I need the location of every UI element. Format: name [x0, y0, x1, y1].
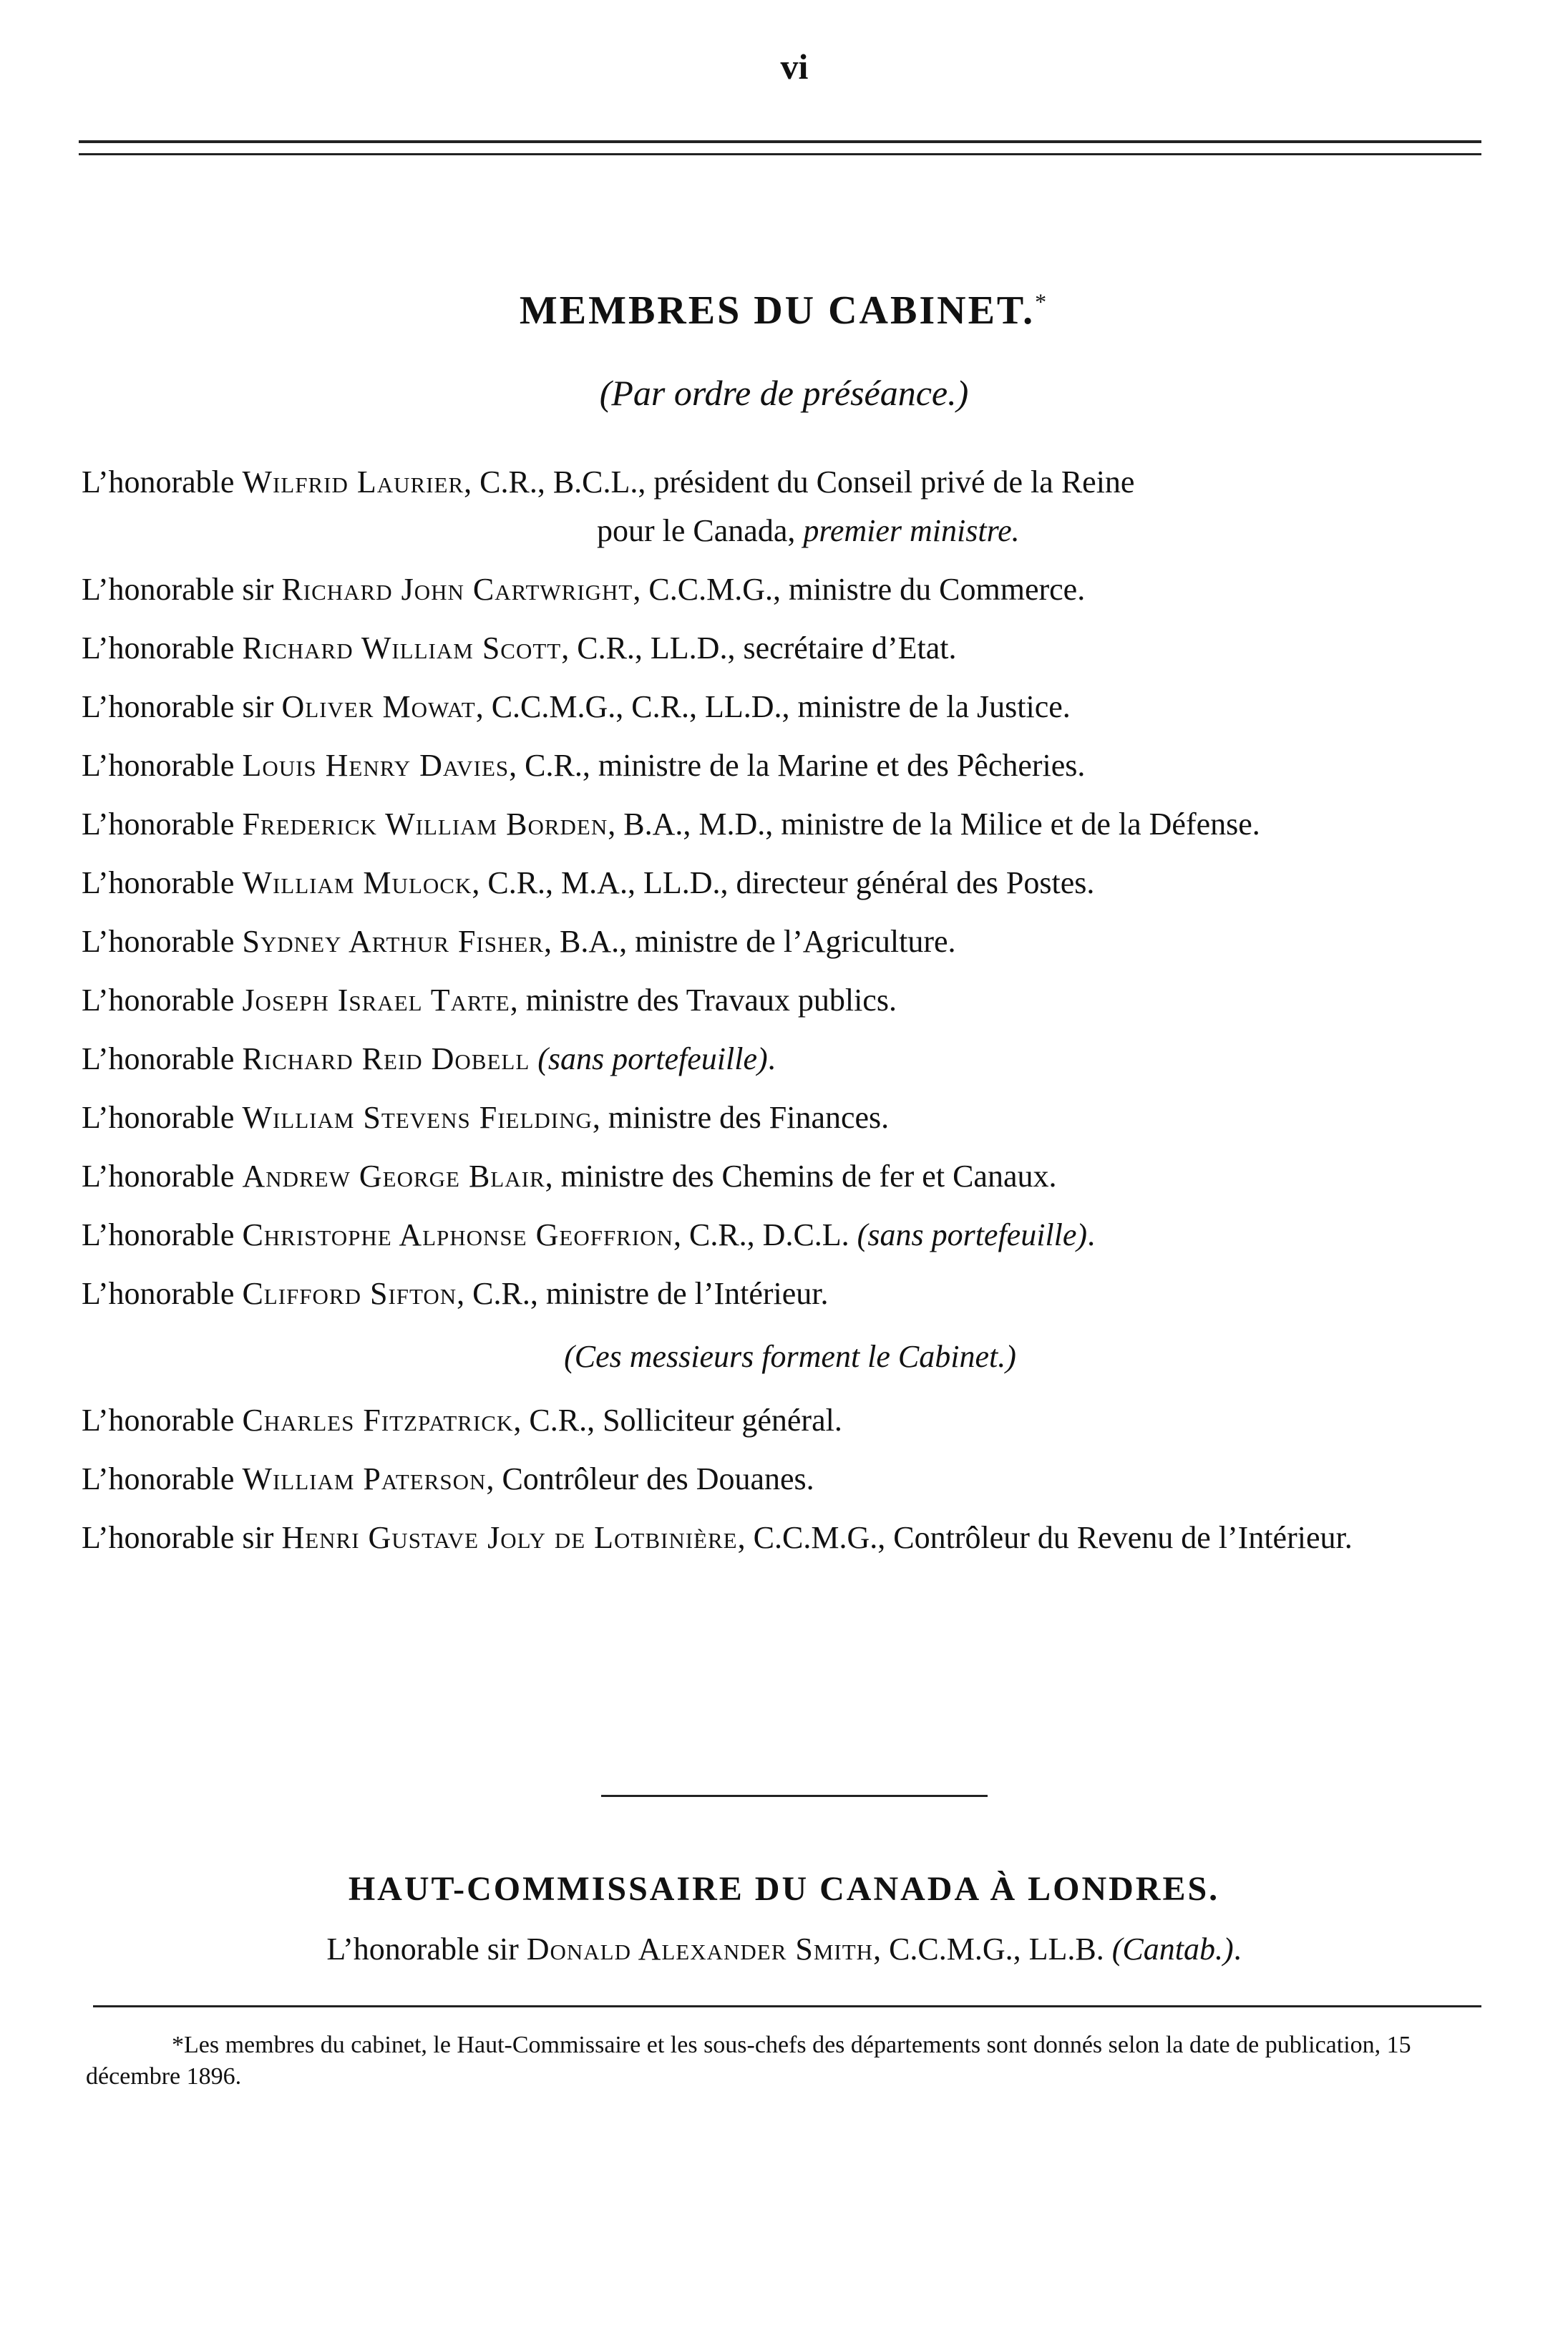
- entry-prefix: L’honorable sir: [82, 1520, 274, 1555]
- page-number: vi: [780, 47, 809, 87]
- member-details: , C.R., LL.D., secrétaire d’Etat.: [561, 630, 957, 666]
- members-list: [82, 458, 1499, 1572]
- member-details: , C.R., M.A., LL.D., directeur général des Postes.: [472, 865, 1095, 900]
- officer-entry: [82, 1396, 1499, 1445]
- member-name: Richard William Scott: [242, 630, 562, 666]
- member-details: , C.R., B.C.L., président du Conseil privé de la Reine: [464, 464, 1135, 500]
- entry-prefix: L’honorable: [82, 1100, 235, 1135]
- entry-prefix: L’honorable: [82, 1461, 235, 1496]
- footnote-text: *Les membres du cabinet, le Haut-Commissaire et les sous-chefs des départements sont donnés selon la date de publication, 15 décembre 1896.: [86, 2032, 1411, 2090]
- officer-entry: [82, 1514, 1499, 1562]
- member-name: Joseph Israel Tarte: [242, 983, 510, 1018]
- entry-prefix: L’honorable: [82, 1276, 235, 1311]
- entry-prefix: L’honorable: [82, 1403, 235, 1438]
- entry-prefix: L’honorable: [82, 1041, 235, 1076]
- officer-details: , Contrôleur des Douanes.: [486, 1461, 814, 1496]
- member-details: , C.C.M.G., C.R., LL.D., ministre de la Justice.: [475, 689, 1071, 724]
- member-name: Andrew George Blair: [242, 1159, 545, 1194]
- entry-continuation: [153, 507, 1499, 555]
- officer-name: Charles Fitzpatrick: [242, 1403, 514, 1438]
- high-commissioner-heading: HAUT-COMMISSAIRE DU CANADA À LONDRES.: [348, 1870, 1220, 1908]
- member-entry: [82, 1270, 1499, 1318]
- member-details: [530, 1041, 537, 1076]
- entry-prefix: L’honorable: [82, 924, 235, 959]
- member-entry: [82, 565, 1499, 614]
- cabinet-heading: [0, 288, 1568, 333]
- member-details: , C.R., ministre de l’Intérieur.: [457, 1276, 829, 1311]
- member-name: Richard John Cartwright: [281, 572, 633, 607]
- entry-prefix: L’honorable sir: [82, 572, 274, 607]
- member-details: , ministre des Chemins de fer et Canaux.: [545, 1159, 1057, 1194]
- high-commissioner-entry: [0, 1931, 1568, 1967]
- cabinet-group-note: (Ces messieurs forment le Cabinet.): [564, 1339, 1016, 1374]
- officer-entry: [82, 1455, 1499, 1504]
- member-entry: [82, 1211, 1499, 1260]
- member-entry: [82, 1094, 1499, 1142]
- member-entry: [82, 1152, 1499, 1201]
- member-details: , B.A., M.D., ministre de la Milice et de la Défense.: [608, 807, 1260, 842]
- member-name: Richard Reid Dobell: [242, 1041, 530, 1076]
- member-name: William Stevens Fielding: [242, 1100, 593, 1135]
- member-details: , B.A., ministre de l’Agriculture.: [543, 924, 956, 959]
- entry-prefix: L’honorable: [82, 807, 235, 842]
- section-divider: [601, 1795, 988, 1797]
- entry-end: .: [1087, 1217, 1096, 1252]
- cabinet-title: MEMBRES DU CABINET.: [519, 288, 1036, 333]
- entry-end: .: [1233, 1932, 1242, 1967]
- member-entry: [82, 458, 1499, 555]
- footnote-marker: *: [1035, 288, 1049, 315]
- entry-prefix: L’honorable: [82, 983, 235, 1018]
- member-entry: [82, 976, 1499, 1025]
- member-name: Wilfrid Laurier: [242, 464, 464, 500]
- member-details-cont: pour le Canada,: [597, 513, 804, 548]
- officer-name: William Paterson: [242, 1461, 487, 1496]
- entry-prefix: L’honorable sir: [82, 689, 274, 724]
- entry-prefix: L’honorable sir: [326, 1932, 519, 1967]
- member-name: Christophe Alphonse Geoffrion: [242, 1217, 673, 1252]
- entry-prefix: L’honorable: [82, 464, 235, 500]
- member-entry: [82, 917, 1499, 966]
- member-entry: [82, 624, 1499, 673]
- member-entry: [82, 741, 1499, 790]
- officer-details: , C.R., Solliciteur général.: [513, 1403, 842, 1438]
- footnote-rule: [93, 2005, 1481, 2007]
- member-note: (sans portefeuille): [537, 1041, 768, 1076]
- entry-end: .: [767, 1041, 776, 1076]
- entry-prefix: L’honorable: [82, 1217, 235, 1252]
- member-entry: [82, 859, 1499, 907]
- member-name: Frederick William Borden: [242, 807, 608, 842]
- header-double-rule: [79, 140, 1481, 155]
- commissioner-details: , C.C.M.G., LL.B.: [873, 1932, 1112, 1967]
- entry-prefix: L’honorable: [82, 630, 235, 666]
- member-details: , C.C.M.G., ministre du Commerce.: [633, 572, 1086, 607]
- member-details: , ministre des Finances.: [592, 1100, 890, 1135]
- member-name: Sydney Arthur Fisher: [242, 924, 544, 959]
- member-details: , C.R., ministre de la Marine et des Pêcheries.: [509, 748, 1086, 783]
- member-note: (sans portefeuille): [857, 1217, 1088, 1252]
- member-name: Clifford Sifton: [242, 1276, 457, 1311]
- member-entry: [82, 800, 1499, 849]
- entry-prefix: L’honorable: [82, 748, 235, 783]
- member-details: , ministre des Travaux publics.: [510, 983, 897, 1018]
- member-details: , C.R., D.C.L.: [673, 1217, 857, 1252]
- entry-prefix: L’honorable: [82, 865, 235, 900]
- member-name: Oliver Mowat: [281, 689, 476, 724]
- member-name: William Mulock: [242, 865, 472, 900]
- commissioner-note: (Cantab.): [1111, 1932, 1234, 1967]
- commissioner-name: Donald Alexander Smith: [526, 1932, 874, 1967]
- member-entry: [82, 1035, 1499, 1083]
- member-name: Louis Henry Davies: [242, 748, 510, 783]
- officer-name: Henri Gustave Joly de Lotbinière: [281, 1520, 738, 1555]
- member-entry: [82, 683, 1499, 731]
- officer-details: , C.C.M.G., Contrôleur du Revenu de l’Intérieur.: [737, 1520, 1353, 1555]
- precedence-subtitle: (Par ordre de préséance.): [599, 373, 969, 413]
- entry-prefix: L’honorable: [82, 1159, 235, 1194]
- member-title-italic: premier ministre.: [803, 513, 1020, 548]
